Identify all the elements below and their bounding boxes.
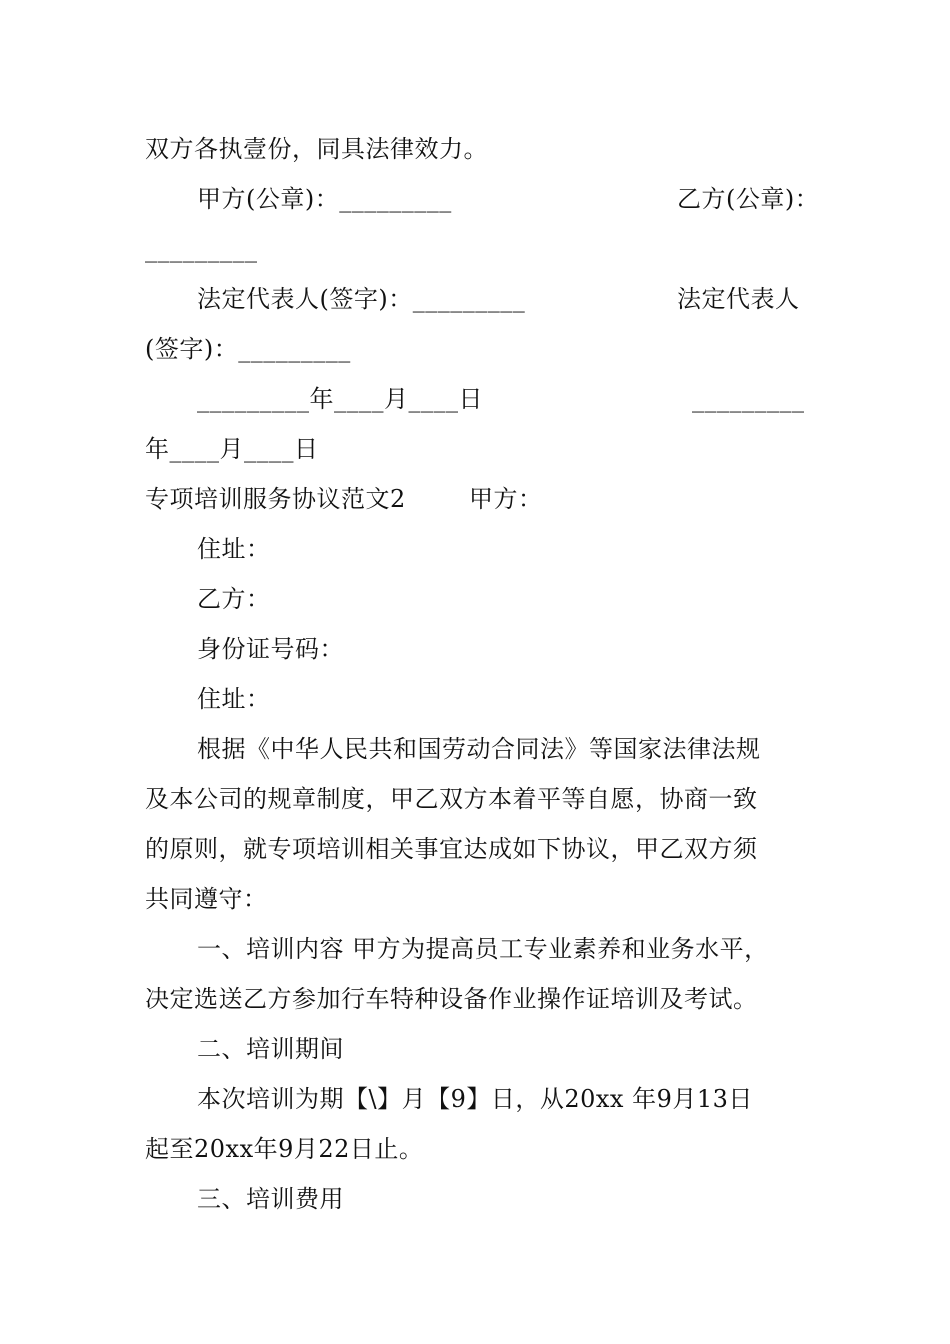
party-a-seal-line: 甲方(公章)：_________	[197, 185, 452, 213]
id-number-field: 身份证号码：	[197, 635, 344, 663]
paragraph-line: 根据《中华人民共和国劳动合同法》等国家法律法规	[197, 735, 761, 763]
text-line: 双方各执壹份，同具法律效力。	[145, 135, 488, 163]
party-a-representative-line: 法定代表人(签字)：_________	[197, 285, 526, 313]
address-field: 住址：	[197, 535, 271, 563]
party-b-representative-label: 法定代表人	[677, 285, 800, 313]
paragraph-line: 的原则，就专项培训相关事宜达成如下协议，甲乙双方须	[145, 835, 758, 863]
party-b-seal-label: 乙方(公章)：	[677, 185, 820, 213]
clause-heading: 三、培训费用	[197, 1185, 344, 1213]
paragraph-line: 共同遵守：	[145, 885, 268, 913]
party-b-representative-signature: (签字)：_________	[145, 335, 351, 363]
party-a-label: 甲方：	[469, 485, 543, 513]
address-field: 住址：	[197, 685, 271, 713]
section-title: 专项培训服务协议范文2	[145, 485, 406, 513]
paragraph-line: 起至20xx年9月22日止。	[145, 1135, 424, 1163]
paragraph-line: 决定选送乙方参加行车特种设备作业操作证培训及考试。	[145, 985, 758, 1013]
clause-heading: 二、培训期间	[197, 1035, 344, 1063]
paragraph-line: 及本公司的规章制度，甲乙双方本着平等自愿，协商一致	[145, 785, 758, 813]
clause-heading-line: 一、培训内容 甲方为提高员工专业素养和业务水平，	[197, 935, 769, 963]
party-b-seal-blank: _________	[145, 235, 258, 263]
party-a-date-line: _________年____月____日	[197, 385, 483, 413]
party-b-date-blank: _________	[692, 385, 805, 413]
paragraph-line: 本次培训为期【\】月【9】日，从20xx 年9月13日	[197, 1085, 753, 1113]
party-b-date-line: 年____月____日	[145, 435, 319, 463]
party-b-label: 乙方：	[197, 585, 271, 613]
